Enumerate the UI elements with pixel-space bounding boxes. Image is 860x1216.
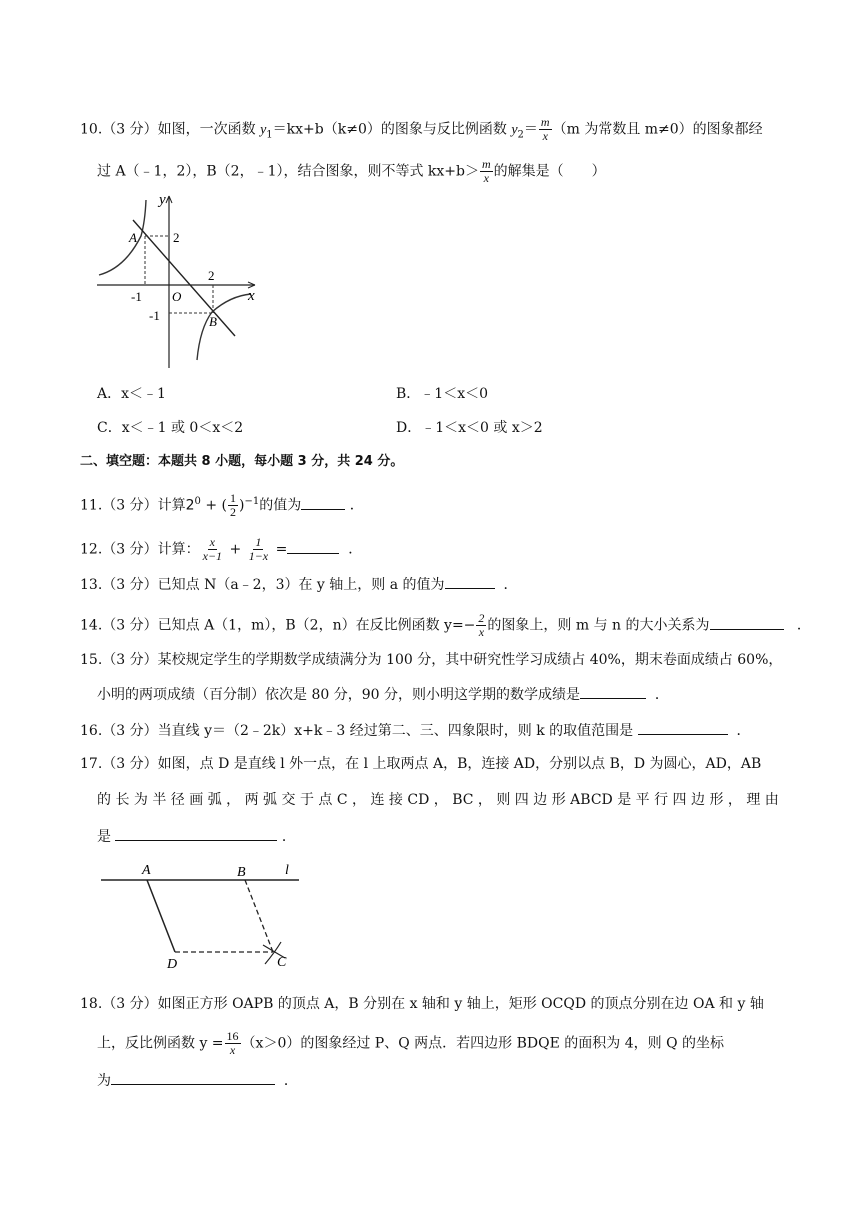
points: （3 分） bbox=[102, 121, 158, 138]
denominator: x bbox=[478, 625, 485, 639]
points: （3 分） bbox=[102, 652, 158, 668]
q15-text: 小明的两项成绩（百分制）依次是 80 分，90 分，则小明这学期的数学成绩是 bbox=[97, 687, 580, 703]
question-number: 17. bbox=[80, 756, 103, 772]
answer-blank[interactable] bbox=[115, 826, 277, 841]
q10-text: （m 为常数且 m≠0）的图象都经 bbox=[552, 121, 763, 138]
base: 2 bbox=[185, 497, 195, 514]
period: ． bbox=[348, 541, 363, 558]
q11-text: 的值为 bbox=[259, 497, 302, 514]
period: ． bbox=[654, 687, 669, 703]
q10-option-a: A．x＜﹣1 bbox=[97, 386, 166, 402]
question-number: 18. bbox=[80, 996, 103, 1012]
q17-line3 bbox=[97, 826, 296, 847]
q10-text: 过 A（﹣1，2），B（2，﹣1），结合图象，则不等式 kx+b＞ bbox=[97, 163, 479, 180]
answer-blank[interactable] bbox=[710, 615, 784, 630]
q10-text: 如图，一次函数 bbox=[157, 121, 261, 138]
tick-label-neg1-x: -1 bbox=[131, 289, 142, 304]
q12-text: 计算： bbox=[157, 541, 200, 558]
q11 bbox=[80, 492, 364, 519]
denominator: x bbox=[229, 1043, 236, 1057]
denominator: 1−x bbox=[248, 549, 269, 563]
operator: + bbox=[225, 541, 246, 558]
hyperbola-left bbox=[99, 200, 146, 275]
numerator: 2 bbox=[478, 611, 485, 625]
q17-text: 如图，点 D 是直线 l 外一点，在 l 上取两点 A，B，连接 AD，分别以点 B，D 为圆心，AD，AB bbox=[157, 756, 762, 772]
points: （3 分） bbox=[102, 541, 158, 558]
answer-blank[interactable] bbox=[445, 574, 495, 589]
answer-blank[interactable] bbox=[580, 684, 646, 699]
numerator: x bbox=[209, 535, 215, 549]
period: ． bbox=[281, 829, 296, 845]
y1-var: y bbox=[260, 122, 267, 138]
q17-line1 bbox=[80, 754, 761, 774]
origin-label: O bbox=[172, 289, 182, 304]
paren: ) bbox=[239, 497, 245, 514]
denominator: 2 bbox=[230, 505, 237, 520]
q10-text: ＝kx+b（k≠0）的图象与反比例函数 bbox=[272, 121, 512, 138]
segment-bc bbox=[245, 880, 273, 952]
q14-text: 已知点 A（1，m），B（2，n）在反比例函数 y=− bbox=[157, 617, 476, 634]
denominator: x bbox=[542, 129, 548, 143]
y-axis-label: y bbox=[159, 192, 166, 208]
q11-text: 计算 bbox=[157, 497, 186, 514]
q18-text: 为 bbox=[97, 1073, 111, 1089]
equals: ＝ bbox=[523, 121, 538, 138]
question-number: 11. bbox=[80, 497, 103, 514]
q17-figure bbox=[95, 856, 305, 974]
q13-text: 已知点 N（a﹣2，3）在 y 轴上，则 a 的值为 bbox=[157, 577, 445, 593]
answer-blank[interactable] bbox=[301, 495, 345, 510]
period: ． bbox=[503, 577, 518, 593]
hyperbola-right bbox=[197, 294, 251, 360]
points: （3 分） bbox=[102, 996, 158, 1012]
numerator: 1 bbox=[230, 491, 237, 506]
fraction-m-x bbox=[539, 116, 552, 143]
equals: = bbox=[271, 541, 288, 558]
q18-text: （x＞0）的图象经过 P、Q 两点．若四边形 BDQE 的面积为 4，则 Q 的坐标 bbox=[241, 1035, 724, 1052]
numerator: m bbox=[482, 157, 491, 171]
point-c-label: C bbox=[277, 955, 287, 970]
fraction-1-over-1-minus-x bbox=[247, 536, 270, 563]
question-number: 14. bbox=[80, 617, 103, 634]
numerator: 16 bbox=[226, 1029, 239, 1043]
section-header: 二、填空题：本题共 8 小题，每小题 3 分，共 24 分。 bbox=[80, 454, 404, 469]
q16-text: 当直线 y＝（2﹣2k）x+k﹣3 经过第二、三、四象限时，则 k 的取值范围是 bbox=[157, 723, 634, 739]
line-l-label: l bbox=[285, 863, 289, 878]
y1-sub: 1 bbox=[266, 129, 273, 141]
tick-label-neg1-y: -1 bbox=[149, 308, 160, 323]
tick-label-2-x: 2 bbox=[208, 268, 215, 283]
q15-line2 bbox=[97, 684, 669, 705]
y2-sub: 2 bbox=[517, 129, 524, 141]
q14 bbox=[80, 612, 811, 639]
q18-text: 如图正方形 OAPB 的顶点 A，B 分别在 x 轴和 y 轴上，矩形 OCQD 的顶点分别在边 OA 和 y 轴 bbox=[157, 996, 764, 1012]
point-a-label: A bbox=[142, 863, 151, 878]
period: ． bbox=[349, 497, 364, 514]
question-number: 16. bbox=[80, 723, 103, 739]
exponent: −1 bbox=[244, 496, 260, 507]
answer-blank[interactable] bbox=[287, 539, 339, 554]
points: （3 分） bbox=[102, 756, 158, 772]
denominator: x−1 bbox=[202, 549, 223, 563]
q10-graph bbox=[95, 190, 265, 370]
points: （3 分） bbox=[102, 577, 158, 593]
q18-line1 bbox=[80, 994, 764, 1014]
q15-text: 某校规定学生的学期数学成绩满分为 100 分，其中研究性学习成绩占 40%，期末卷面成绩占 60%， bbox=[157, 652, 783, 668]
q18-line2 bbox=[97, 1030, 724, 1057]
q14-text: 的图象上，则 m 与 n 的大小关系为 bbox=[487, 617, 710, 634]
question-number: 15. bbox=[80, 652, 103, 668]
q10-option-c: C．x＜﹣1 或 0＜x＜2 bbox=[97, 420, 244, 436]
question-number: 13. bbox=[80, 577, 103, 593]
tick-label-2-y: 2 bbox=[173, 230, 180, 245]
y2-var: y bbox=[511, 122, 518, 138]
q18-line3 bbox=[97, 1070, 298, 1091]
question-number: 10. bbox=[80, 121, 103, 138]
fraction-16-over-x bbox=[225, 1030, 241, 1057]
segment-ad bbox=[147, 880, 175, 952]
q15-line1 bbox=[80, 650, 782, 670]
q10-option-b: B．﹣1＜x＜0 bbox=[396, 386, 488, 402]
q10-text: 的解集是（ ） bbox=[493, 163, 606, 180]
exponent: 0 bbox=[194, 496, 201, 507]
x-axis-label: x bbox=[248, 288, 255, 304]
q10-option-d: D．﹣1＜x＜0 或 x＞2 bbox=[396, 420, 543, 436]
points: （3 分） bbox=[102, 497, 158, 514]
q10-line2 bbox=[97, 158, 606, 185]
question-number: 12. bbox=[80, 541, 103, 558]
fraction-m-x bbox=[480, 158, 493, 185]
q13 bbox=[80, 574, 517, 595]
points: （3 分） bbox=[102, 617, 158, 634]
answer-blank[interactable] bbox=[638, 720, 728, 735]
point-b-label: B bbox=[237, 865, 246, 880]
fraction-2-over-x bbox=[476, 612, 486, 639]
q17-text: 是 bbox=[97, 829, 111, 845]
fraction-x-over-x-minus-1 bbox=[201, 536, 224, 563]
operator: + ( bbox=[200, 497, 228, 514]
period: ． bbox=[736, 723, 751, 739]
numerator: 1 bbox=[255, 535, 262, 549]
point-b-label: B bbox=[209, 314, 217, 329]
q18-text: 上，反比例函数 y = bbox=[97, 1035, 224, 1052]
q17-line2: 的 长 为 半 径 画 弧 ， 两 弧 交 于 点 C ， 连 接 CD ， BC ， 则 四 边 形 ABCD 是 平 行 四 边 形 ， 理 由 bbox=[97, 792, 779, 808]
period: ． bbox=[796, 617, 811, 634]
q10-line1 bbox=[80, 116, 763, 145]
q12 bbox=[80, 536, 362, 563]
point-d-label: D bbox=[167, 957, 178, 972]
period: ． bbox=[283, 1073, 298, 1089]
point-a-label: A bbox=[129, 230, 137, 245]
fraction-half bbox=[228, 492, 238, 519]
q16 bbox=[80, 720, 751, 741]
points: （3 分） bbox=[102, 723, 158, 739]
numerator: m bbox=[540, 115, 550, 129]
answer-blank[interactable] bbox=[111, 1070, 275, 1085]
denominator: x bbox=[483, 171, 489, 185]
